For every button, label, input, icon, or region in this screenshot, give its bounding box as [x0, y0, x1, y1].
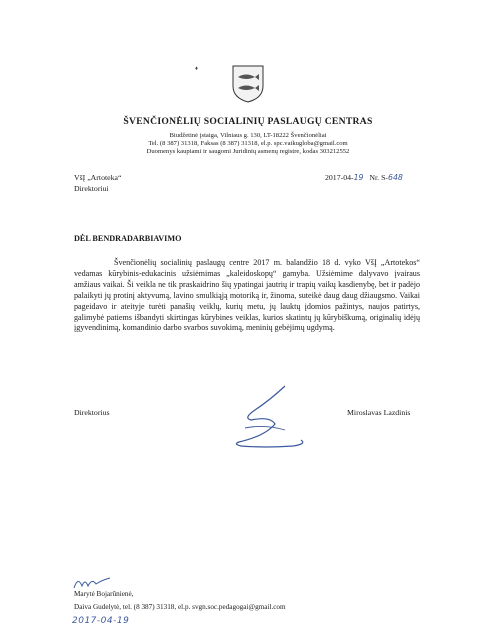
signatory-title: Direktorius — [74, 408, 110, 417]
initials-signature — [72, 574, 112, 590]
director-signature — [225, 380, 325, 470]
org-address: Biudžetinė įstaiga, Vilniaus g. 130, LT-18222 Švenčionėliai — [169, 132, 327, 139]
date-day-handwritten: 19 — [353, 173, 364, 182]
letter-body: Švenčionėlių socialinių paslaugų centre 2017 m. balandžio 18 d. vyko VšĮ „Artotekos“ vedamas kūrybinis-edukacinis užsiėmimas „kaleidoskopų“ gamyba. Užsiėmime dalyvavo įvairaus amžiaus vaikai. Ši veikla ne tik praskaidrino šių ypatingai jautrių ir trapių vaikų kasdienybę, bet ir padėjo palaikyti jų protinį aktyvumą, lavino smulkiąją motoriką ir, žinoma, suteikė daug daug džiaugsmo. Vaikai pageidavo ir ateityje turėti panašių veiklų, kurių metu, jų lauktų įdomios pažintys, naujos patirtys, galimybė patiems išbandyti skirtingas kūrybines veiklas, kurios skatintų jų kūrybiškumą, originalių idėjų įgyvendinimą, komandinio darbo svarbos suvokimą, meninių gebėjimų ugdymą. — [74, 258, 420, 333]
footer-handwritten-date: 2017-04-19 — [72, 616, 130, 626]
number-label: Nr. S- — [369, 173, 389, 182]
org-name: ŠVENČIONĖLIŲ SOCIALINIŲ PASLAUGŲ CENTRAS — [123, 116, 373, 127]
number-handwritten: 648 — [388, 173, 403, 182]
recipient-title: Direktoriui — [74, 184, 109, 193]
date-prefix: 2017-04- — [325, 173, 354, 182]
footer-author-2: Daiva Gudelytė, tel. (8 387) 31318, el.p. svgn.soc.pedagogai@gmail.com — [74, 603, 286, 611]
signatory-name: Miroslavas Lazdinis — [347, 408, 411, 417]
coat-of-arms-icon — [231, 64, 265, 104]
top-marker: ♦ — [195, 66, 199, 72]
org-contacts: Tel. (8 387) 31318, Faksas (8 387) 31318, el.p. spc.vaikugloba@gmail.com — [148, 140, 348, 147]
org-registry: Duomenys kaupiami ir saugomi Juridinių asmenų registre, kodas 303212552 — [146, 148, 350, 155]
date-and-number — [325, 173, 403, 182]
recipient-org: VšĮ „Artoteka“ — [74, 173, 122, 182]
footer-author-1: Marytė Bojarūnienė, — [74, 590, 134, 598]
letter-subject: DĖL BENDRADARBIAVIMO — [74, 234, 182, 243]
